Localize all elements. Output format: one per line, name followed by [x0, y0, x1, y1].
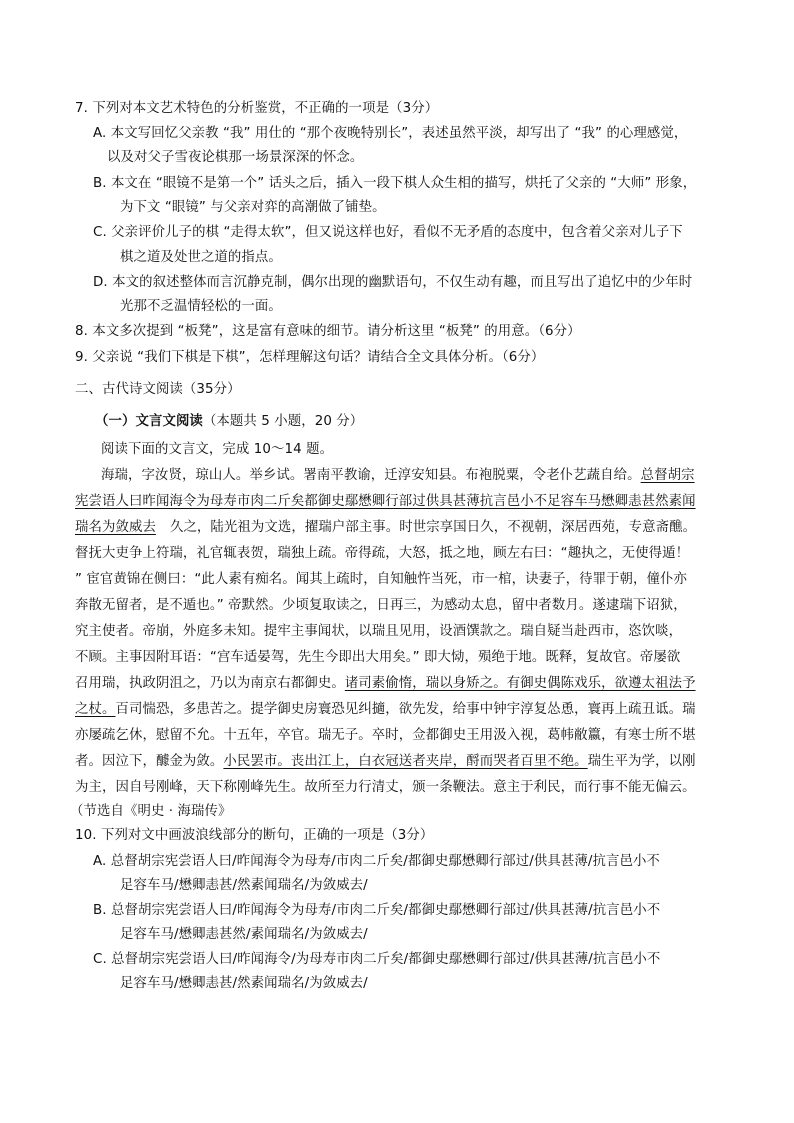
passage-line-10: [75, 700, 696, 720]
question-10-stem: 10. 下列对文中画波浪线部分的断句，正确的一项是（3分）: [75, 828, 434, 843]
q7-option-a-line2: 以及对父子雪夜论棋那一场景深深的怀念。: [107, 150, 364, 165]
passage-line-5: ” 宦官黄锦在侧曰：“此人素有痴名。闻其上疏时，自知触忤当死，市一棺，诀妻子，待罪于朝，僮仆亦: [75, 572, 688, 587]
passage-line-11: 亦屡疏乞休，慰留不允。十五年，卒官。瑞无子。卒时，佥都御史王用汲入视，葛帏敝籝，有寒士所不堪: [75, 728, 696, 743]
q10-option-b-line1: B. 总督胡宗宪尝语人曰/昨闻海令为母寿/市肉二斤矣/都御史鄢懋卿行部过/供具甚薄/抗言邑小不: [93, 903, 661, 918]
q10-option-a-line2: 足容车马/懋卿恚甚/然素闻瑞名/为敛威去/: [120, 878, 368, 893]
q7-option-c-line2: 棋之道及处世之道的指点。: [120, 250, 282, 265]
q7-option-b-line1: B. 本文在 “眼镜不是第一个” 话头之后，插入一段下棋人众生相的描写，烘托了父亲的 “大师” 形象，: [93, 176, 697, 191]
passage-line-1: [101, 466, 695, 486]
passage-text: 海瑞，字汝贤，琼山人。举乡试。署南平教谕，迁淳安知县。布袍脱粟，令老仆艺蔬自给。: [101, 468, 641, 483]
question-7-stem: 7. 下列对本文艺术特色的分析鉴赏，不正确的一项是（3分）: [75, 101, 439, 116]
passage-line-3: [75, 518, 696, 538]
wavy-underlined-text: 总督胡宗: [640, 468, 695, 483]
q10-option-a-line1: A. 总督胡宗宪尝语人曰/昨闻海令为母寿/市肉二斤矣/都御史鄢懋卿行部过/供具甚薄/抗言邑小不: [93, 854, 660, 869]
passage-text: 者。因泣下，醵金为敛。: [75, 754, 224, 769]
passage-line-6: 奔散无留者，是不遁也。” 帝默然。少顷复取读之，日再三，为感动太息，留中者数月。遂逮瑞下诏狱，: [75, 598, 687, 613]
q7-option-d-line1: D. 本文的叙述整体而言沉静克制，偶尔出现的幽默语句，不仅生动有趣，而且写出了追忆中的少年时: [93, 275, 693, 290]
passage-source: （节选自《明史 · 海瑞传》: [70, 804, 232, 819]
q7-option-a-line1: A. 本文写回忆父亲教 “我” 用仕的 “那个夜晚特别长”，表述虽然平淡，却写出了 “我” 的心理感觉，: [93, 126, 688, 141]
passage-line-4: 督抚大吏争上符瑞，礼官辄表贺，瑞独上疏。帝得疏，大怒，抵之地，顾左右曰：“趣执之，无使得遁！: [75, 546, 690, 561]
subsection-heading-note: （本题共 5 小题，20 分）: [202, 414, 364, 429]
q10-option-c-line2: 足容车马/懋卿恚甚/然素闻瑞名/为敛威去/: [120, 976, 368, 991]
passage-text: 久之，陆光祖为文选，擢瑞户部主事。时世宗享国日久，不视朝，深居西苑，专意斋醮。: [169, 520, 697, 535]
section-2-title: 二、古代诗文阅读（35分）: [75, 382, 241, 397]
underlined-text: 之杖。: [75, 702, 116, 717]
passage-line-2: [75, 492, 696, 512]
passage-line-8: 不顾。主事因附耳语：“宫车适晏驾，先生今即出大用矣。” 即大恸，殒绝于地。既释，复故官。帝屡欲: [75, 650, 681, 665]
subsection-heading: [95, 412, 363, 432]
passage-text: 召用瑞，执政阴沮之，乃以为南京右都御史。: [75, 676, 345, 691]
q7-option-d-line2: 光那不乏温情轻松的一面。: [120, 299, 282, 314]
passage-line-12: [75, 752, 696, 772]
q7-option-b-line2: 为下文 “眼镜” 与父亲对弈的高潮做了铺垫。: [120, 200, 386, 215]
wavy-underlined-text: 瑞名为敛威去: [75, 520, 156, 535]
q7-option-c-line1: C. 父亲评价儿子的棋 “走得太软”，但又说这样也好，看似不无矛盾的态度中，包含着父亲对儿子下: [93, 225, 683, 240]
question-9: 9. 父亲说 “我们下棋是下棋”，怎样理解这句话？请结合全文具体分析。（6分）: [75, 350, 545, 365]
q10-option-c-line1: C. 总督胡宗宪尝语人曰/昨闻海令/为母寿市肉二斤矣/都御史鄢懋卿行部过/供具甚薄/抗言邑小不: [93, 952, 661, 967]
passage-text: 百司惴恐，多患苦之。提学御史房寰恐见纠擿，欲先发，给事中钟宇淳复怂恿，寰再上疏丑诋。瑞: [115, 702, 696, 717]
passage-line-13: 为主，因自号刚峰，天下称刚峰先生。故所至力行清丈，颁一条鞭法。意主于利民，而行事不能无偏云。: [75, 780, 696, 795]
question-8: 8. 本文多次提到 “板凳”，这是富有意味的细节。请分析这里 “板凳” 的用意。（6分）: [75, 324, 581, 339]
reading-instruction: 阅读下面的文言文，完成 10～14 题。: [101, 442, 334, 457]
underlined-text: 诸司素偷惰，瑞以身矫之。有御史偶陈戏乐，欲遵太祖法予: [344, 676, 696, 691]
wavy-underlined-text: 宪尝语人曰昨闻海令为母寿市肉二斤矣都御史鄢懋卿行部过供具甚薄抗言邑小不足容车马懋卿恚甚然素闻: [75, 494, 696, 509]
passage-line-7: 究主使者。帝崩，外庭多未知。提牢主事闻状，以瑞且见用，设酒馔款之。瑞自疑当赴西市，恣饮啖，: [75, 624, 683, 639]
q10-option-b-line2: 足容车马/懋卿恚甚然/素闻瑞名/为敛威去/: [120, 927, 368, 942]
passage-text: 瑞生平为学，以刚: [587, 754, 696, 769]
passage-line-9: [75, 674, 696, 694]
subsection-heading-bold: （一）文言文阅读: [95, 414, 203, 429]
underlined-text: 小民罢市。丧出江上，白衣冠送者夹岸，酹而哭者百里不绝。: [223, 754, 588, 769]
